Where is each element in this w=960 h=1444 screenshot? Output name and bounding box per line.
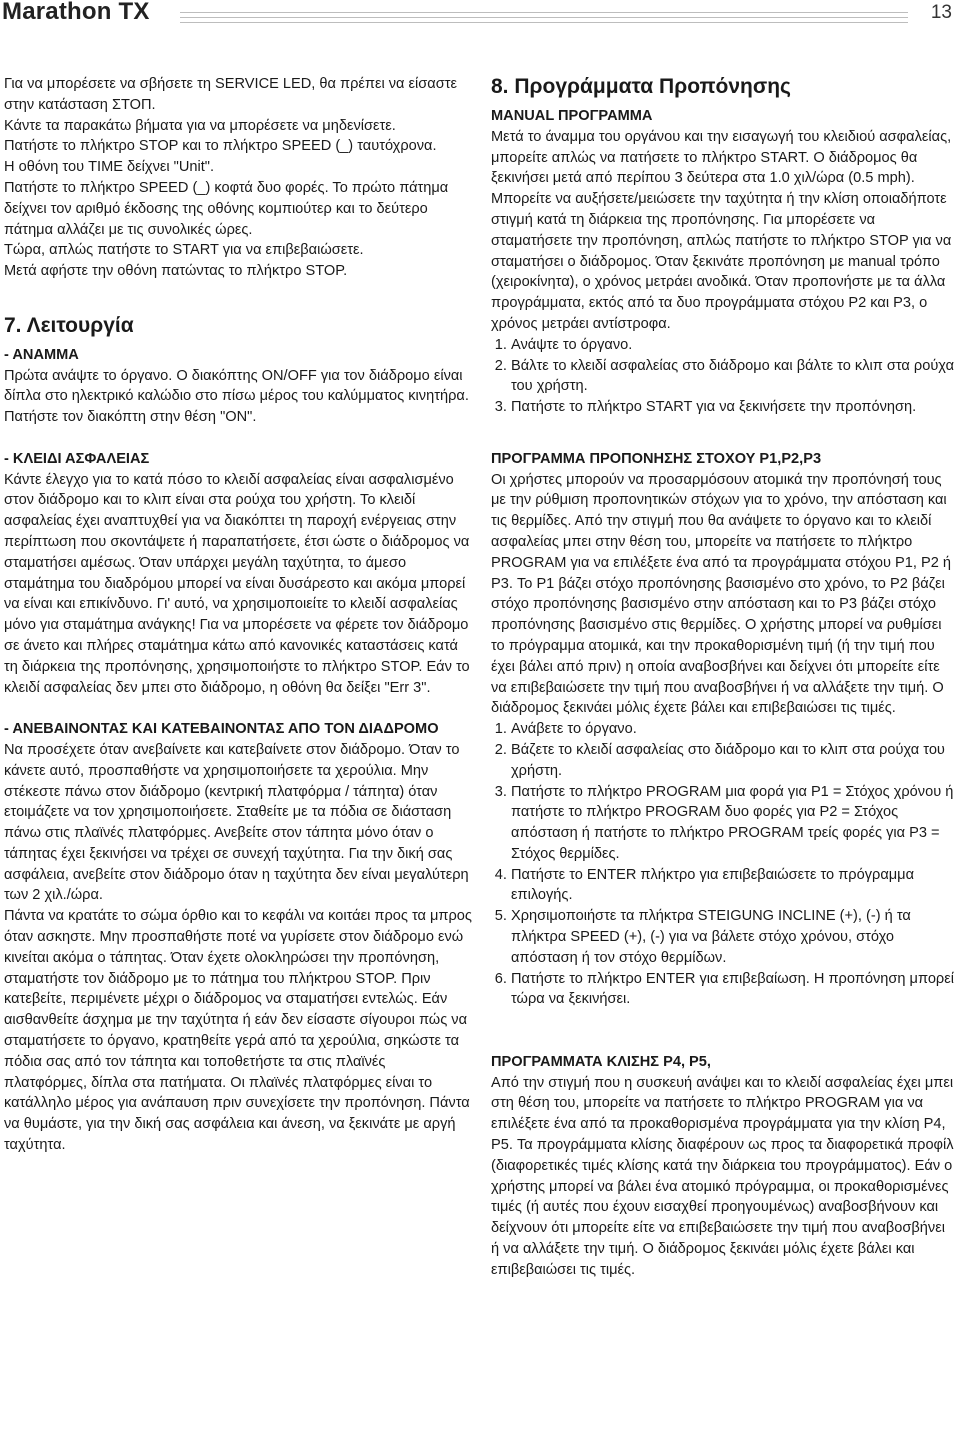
paragraph: Πατήστε το πλήκτρο SPEED (_) κοφτά δυο φορές. Το πρώτο πάτημα δείχνει τον αριθμό έκδοσης της οθόνης κομπιούτερ και το δεύτερο πάτημα αλλάζει με τις συνολικές ώρες. [4, 179, 449, 238]
paragraph: Από την στιγμή που η συσκευή ανάψει και το κλειδί ασφαλείας έχει μπει στη θέση του, μπορείτε να πατήσετε το πλήκτρο PROGRAM για να επιλέξετε ένα από τα προκαθορισμένα προγράμματα για την κλίση P4, P5. Τα προγράμματα κλίσης διαφέρουν ως προς τα διαφορετικά προφίλ (διαφορετικές τιμές κλίσης κατά την διάρκεια του προγράμματος). Εάν ο χρήστης μπορεί να βάλει ένα ατομικό πρόγραμμα, οι προκαθορισμένες τιμές (ή αυτές που έχουν εισαχθεί προηγουμένως) αναβοσβήνουν και δείχνουν ότι μπορείτε είτε να επιβεβαιώσετε την τιμή που αναβοσβήνει ή να αλλάξετε την τιμή. Ο διάδρομος ξεκινάει μόλις έχετε βάλει και επιβεβαιώσει τις τιμές. [491, 1074, 954, 1278]
paragraph: Πατήστε το πλήκτρο STOP και το πλήκτρο SPEED (_) ταυτόχρονα. [4, 138, 437, 155]
brand-title: Marathon TX [2, 0, 150, 25]
paragraph: Να προσέχετε όταν ανεβαίνετε και κατεβαίνετε στον διάδρομο. Όταν το κάνετε αυτό, προσπαθήστε να χρησιμοποιήσετε τα χερούλια. Μην στέκεστε πάνω στον διάδρομο (κεντρική πλατφόρμα / τάπητα) όταν ετοιμάζετε να τον χρησιμοποιήσετε. Σταθείτε με τα πόδια σε διάσταση πάνω στις πλαϊνές πλατφόρμες. Ανεβείτε στον τάπητα μόνο όταν ο τάπητας έχει ξεκινήσει να τρέχει σε συνεχή ταχύτητα. Για την δική σας ασφάλεια, ανεβείτε στον διάδρομο όταν η ταχύτητα δεν είναι μεγαλύτερη των 2 χιλ./ώρα. [4, 741, 469, 904]
subsection-title: ΠΡΟΓΡΑΜΜΑΤΑ ΚΛΙΣΗΣ P4, P5, [491, 1053, 711, 1070]
paragraph: Μετά το άναμμα του οργάνου και την εισαγωγή του κλειδιού ασφαλείας, μπορείτε απλώς να πατήσετε το πλήκτρο START. Ο διάδρομος θα ξεκινήσει μετά από περίπου 3 δεύτερα στα 1.0 χιλ/ώρα (0.5 mph). [491, 128, 952, 187]
page-number: 13 [930, 2, 952, 23]
header-rule [180, 12, 908, 13]
paragraph: Η οθόνη του TIME δείχνει "Unit". [4, 159, 215, 176]
list-item: 5. Χρησιμοποιήστε τα πλήκτρα STEIGUNG INCLINE (+), (-) ή τα πλήκτρα SPEED (+), (-) για να βάλετε στόχο χρόνου, στόχο απόσταση ή τον στόχο θερμίδων. [511, 906, 957, 968]
paragraph: Κάντε τα παρακάτω βήματα για να μπορέσετε να μηδενίσετε. [4, 117, 396, 134]
paragraph: Οι χρήστες μπορούν να προσαρμόσουν ατομικά την προπόνησή τους με την ρύθμιση προπονητικών στόχων για το χρόνο, την απόσταση και τις θερμίδες. Από την στιγμή που θα ανάψετε το όργανο και το κλειδί ασφαλείας μπει στην θέση του, μπορείτε να πατήσετε το πλήκτρο PROGRAM για να επιλέξετε ένα από τα προγράμματα στόχου P1, P2 ή P3. Το P1 βάζει στόχο προπόνησης βασισμένο στο χρόνο, το P2 βάζει στόχο προπόνησης βασισμένο στην απόσταση και το P3 βάζει στόχο προπόνησης βασισμένο στις θερμίδες. Ο χρήστης μπορεί να ρυθμίσει το πρόγραμμα ατομικά, και την προκαθορισμένη τιμή (ή την τιμή που έχει βάλει από πριν) η οποία αναβοσβήνει και δείχνει ότι μπορείτε είτε να επιβεβαιώσετε την τιμή που αναβοσβήνει ή να αλλάξετε την τιμή. Ο διάδρομος ξεκινάει μόλις έχετε βάλει και επιβεβαιώσει τις τιμές. [491, 471, 952, 717]
paragraph: Μετά αφήστε την οθόνη πατώντας το πλήκτρο STOP. [4, 263, 348, 280]
page-header [0, 0, 960, 34]
paragraph: Πάντα να κρατάτε το σώμα όρθιο και το κεφάλι να κοιτάει προς τα μπρος όταν ασκηστε. Μην προσπαθήστε ποτέ να γυρίσετε στον διάδρομο ενώ κινείται ακόμα ο τάπητας. Όταν έχετε ολοκληρώσει την προπόνηση, σταματήστε τον διάδρομο με το πάτημα του πλήκτρου STOP. Πριν κατεβείτε, περιμένετε μέχρι ο διάδρομος να σταματήσει εντελώς. Εάν αισθανθείτε άσχημα με την ταχύτητα ή εάν δεν είσαστε σίγουροι πώς να σταματήσετε το όργανο, κρατηθείτε γερά από τα χερούλια, σηκώστε τα πόδια σας από τον τάπητα και τοποθετήστε τα στις πλαϊνές πλατφόρμες, δίπλα στα πατήματα. Οι πλαϊνές πλατφόρμες είναι το κατάλληλο μέρος για ανάπαυση πριν συνεχίσετε την προπόνηση. Πάντα να θυμάστε, για την δική σας ασφάλεια και άνεση, να ξεκινάτε με αργή ταχύτητα. [4, 908, 472, 1154]
section-title: 8. Προγράμματα Προπόνησης [491, 75, 791, 98]
subsection-title: MANUAL ΠΡΟΓΡΑΜΜΑ [491, 108, 653, 124]
list-item: 2. Βάζετε το κλειδί ασφαλείας στο διάδρομο και το κλιπ στα ρούχα του χρήστη. [511, 740, 957, 782]
numbered-list [491, 335, 957, 418]
list-item: 4. Πατήστε το ENTER πλήκτρο για επιβεβαιώσετε το πρόγραμμα επιλογής. [511, 865, 957, 907]
numbered-list [491, 719, 957, 1010]
list-item: 1. Ανάψτε το όργανο. [511, 335, 957, 356]
header-rule [180, 22, 908, 23]
paragraph: Κάντε έλεγχο για το κατά πόσο το κλειδί ασφαλείας είναι ασφαλισμένο στον διάδρομο και το κλιπ είναι στα ρούχα του χρήστη. Το κλειδί ασφαλείας έχει αναπτυχθεί για να διακόπτει τη παροχή ενέργειας στην περίπτωση που σκοντάψετε ή παραπατήσετε, έτσι ώστε ο διάδρομος να σταματήσει αμέσως. Όταν υπάρχει μεγάλη ταχύτητα, το άμεσο σταμάτημα του διαδρόμου μπορεί να είναι δυσάρεστο και ακόμα μπορεί να είναι και επικίνδυνο. Γι' αυτό, να χρησιμοποιείτε το κλειδί ασφαλείας μόνο για σταμάτημα ανάγκης! Για να μπορέσετε να φέρετε τον διάδρομο σε άνετο και πλήρες σταμάτημα κάτω από κανονικές καταστάσεις κατά τη διάρκεια της προπόνησης, χρησιμοποιήστε το πλήκτρο STOP. Εάν το κλειδί ασφαλείας δεν μπει στο διάδρομο, η οθόνη θα δείξει "Err 3". [4, 471, 470, 696]
right-column [491, 74, 957, 1281]
subsection-title: - ΚΛΕΙΔΙ ΑΣΦΑΛΕΙΑΣ [4, 450, 150, 467]
paragraph: Μπορείτε να αυξήσετε/μειώσετε την ταχύτητα ή την κλίση οποιαδήποτε στιγμή κατά τη διάρκεια της προπόνησης. Για μπορέσετε να σταματήσετε την προπόνηση, απλώς πατήστε το πλήκτρο STOP για να σταματήσει ο διάδρομος. Όταν ξεκινάτε προπόνηση με manual τρόπο (χειροκίνητα), ο χρόνος μετράει ανοδικά. Όταν προπονήστε με τα άλλα προγράμματα, εκτός από τα δυο προγράμματα στόχου P2 και P3, ο χρόνος μετράει αντίστροφα. [491, 191, 952, 332]
section-title: 7. Λειτουργία [4, 313, 134, 337]
list-item: 3. Πατήστε το πλήκτρο START για να ξεκινήσετε την προπόνηση. [511, 397, 957, 418]
subsection-title: - ΑΝΑΜΜΑ [4, 346, 79, 363]
list-item: 1. Ανάβετε το όργανο. [511, 719, 957, 740]
subsection-title: - ΑΝΕΒΑΙΝΟΝΤΑΣ ΚΑΙ ΚΑΤΕΒΑΙΝΟΝΤΑΣ ΑΠΟ ΤΟΝ ΔΙΑΔΡΟΜΟ [4, 721, 439, 738]
paragraph: Πρώτα ανάψτε το όργανο. Ο διακόπτης ON/OFF για τον διάδρομο είναι δίπλα στο ηλεκτρικό καλώδιο στο πίσω μέρος του καλύμματος κινητήρα. Πατήστε τον διακόπτη στην θέση "ON". [4, 367, 469, 426]
list-item: 6. Πατήστε το πλήκτρο ENTER για επιβεβαίωση. Η προπόνηση μπορεί τώρα να ξεκινήσει. [511, 969, 957, 1011]
list-item: 3. Πατήστε το πλήκτρο PROGRAM μια φορά για P1 = Στόχος χρόνου ή πατήστε το πλήκτρο PROGRAM δυο φορές για P2 = Στόχος απόσταση ή πατήστε το πλήκτρο PROGRAM τρείς φορές για P3 = Στόχος θερμίδες. [511, 782, 957, 865]
left-column [4, 74, 472, 1156]
header-rule [180, 17, 908, 18]
paragraph: Τώρα, απλώς πατήστε το START για να επιβεβαιώσετε. [4, 242, 364, 259]
list-item: 2. Βάλτε το κλειδί ασφαλείας στο διάδρομο και βάλτε το κλιπ στα ρούχα του χρήστη. [511, 356, 957, 398]
paragraph: Για να μπορέσετε να σβήσετε τη SERVICE LED, θα πρέπει να είσαστε στην κατάσταση ΣΤΟΠ. [4, 76, 458, 113]
subsection-title: ΠΡΟΓΡΑΜΜΑ ΠΡΟΠΟΝΗΣΗΣ ΣΤΟΧΟΥ P1,P2,P3 [491, 450, 822, 467]
